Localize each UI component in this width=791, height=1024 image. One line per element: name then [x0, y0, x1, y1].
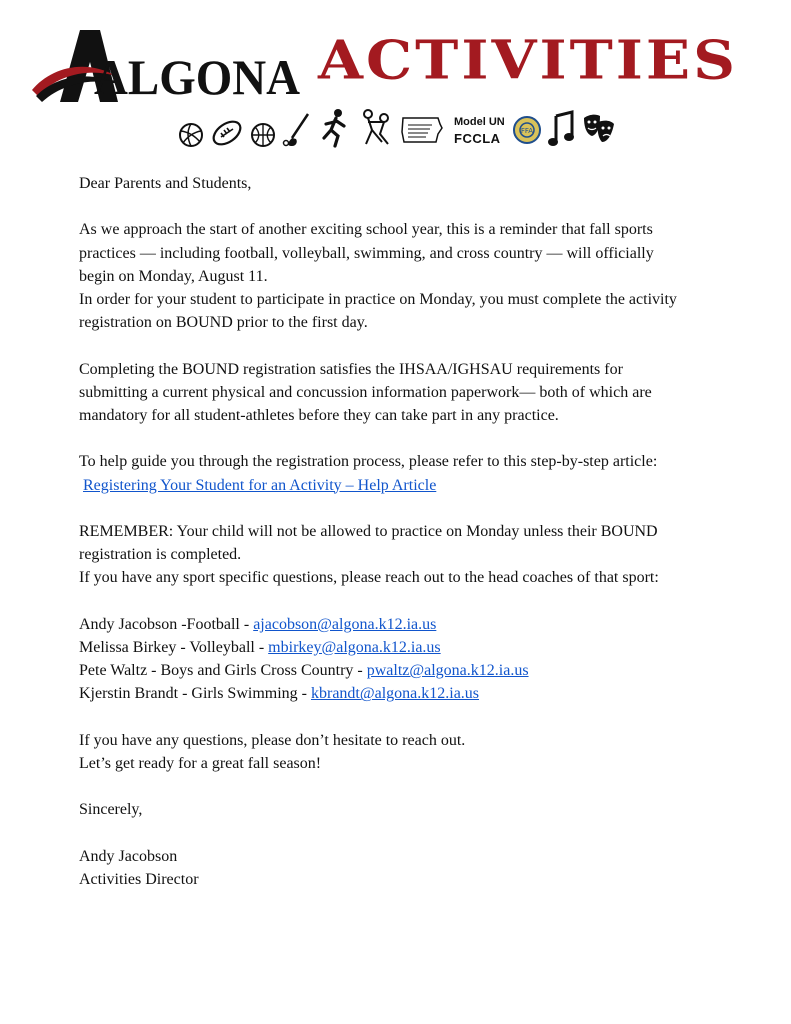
coach-label: Kjerstin Brandt - Girls Swimming - — [79, 685, 311, 703]
coach-email-link[interactable]: mbirkey@algona.k12.ia.us — [268, 638, 441, 656]
help-article-link[interactable]: Registering Your Student for an Activity – Help Article — [83, 476, 437, 494]
para1-line1: As we approach the start of another exciting school year, this is a reminder that fall sports — [79, 221, 653, 239]
ffa-emblem-icon — [512, 114, 542, 146]
para4-line3: If you have any sport specific questions, please reach out to the head coaches of that sport: — [79, 569, 659, 587]
coach-label: Melissa Birkey - Volleyball - — [79, 638, 269, 656]
coach-line — [79, 682, 739, 705]
football-icon — [210, 118, 244, 148]
ffa-label: FFA — [520, 127, 534, 135]
runner-icon — [318, 108, 352, 148]
activities-title: ACTIVITIES — [318, 28, 738, 92]
letterhead — [0, 0, 791, 160]
music-note-icon — [548, 110, 576, 148]
iowa-state-icon — [400, 114, 444, 146]
wrestling-icon — [358, 108, 394, 148]
closing-line2: Let’s get ready for a great fall season! — [79, 754, 322, 772]
para1-line3: begin on Monday, August 11. — [79, 267, 268, 285]
coach-email-link[interactable]: pwaltz@algona.k12.ia.us — [366, 662, 529, 680]
para1-line2: practices — including football, volleyball, swimming, and cross country — will officially — [79, 244, 654, 262]
signer-name: Andy Jacobson — [79, 847, 178, 865]
coach-label: Pete Waltz - Boys and Girls Cross Country - — [79, 662, 367, 680]
volleyball-icon — [178, 122, 204, 148]
para4-line2: registration is completed. — [79, 546, 242, 564]
greeting: Dear Parents and Students, — [79, 175, 252, 192]
para2-line3: mandatory for all student-athletes before they can take part in any practice. — [79, 407, 559, 424]
para3-line1: To help guide you through the registration process, please refer to this step-by-step article: — [79, 453, 658, 471]
fccla-label: FCCLA — [454, 131, 501, 146]
coach-email-link[interactable]: ajacobson@algona.k12.ia.us — [253, 615, 437, 633]
para1-line4: In order for your student to participate in practice on Monday, you must complete the activity — [79, 291, 677, 308]
coach-email-link[interactable]: kbrandt@algona.k12.ia.us — [310, 685, 480, 703]
letter-body — [79, 172, 739, 891]
signoff: Sincerely, — [79, 801, 143, 819]
basketball-icon — [250, 122, 276, 148]
para1-line5: registration on BOUND prior to the first day. — [79, 314, 368, 332]
coach-line — [79, 659, 739, 682]
algona-logo-text: ALGONA — [94, 49, 300, 104]
coach-label: Andy Jacobson -Football - — [79, 615, 254, 633]
closing-line1: If you have any questions, please don’t hesitate to reach out. — [79, 731, 466, 749]
para4-line1: REMEMBER: Your child will not be allowed to practice on Monday unless their BOUND — [79, 522, 658, 540]
golf-icon — [282, 112, 312, 148]
para2-line1: Completing the BOUND registration satisfies the IHSAA/IGHSAU requirements for — [79, 360, 623, 378]
help-link-line — [79, 474, 739, 497]
coach-line — [79, 636, 739, 659]
coach-line — [79, 613, 739, 636]
algona-logo — [30, 24, 302, 104]
theater-masks-icon — [582, 112, 616, 146]
signer-title: Activities Director — [79, 870, 199, 888]
para2-line2: submitting a current physical and concussion information paperwork— both of which are — [79, 383, 652, 401]
algona-logo-graphic — [30, 24, 302, 104]
model-un-label: Model UN — [454, 116, 505, 128]
activity-icons-row — [178, 108, 618, 150]
